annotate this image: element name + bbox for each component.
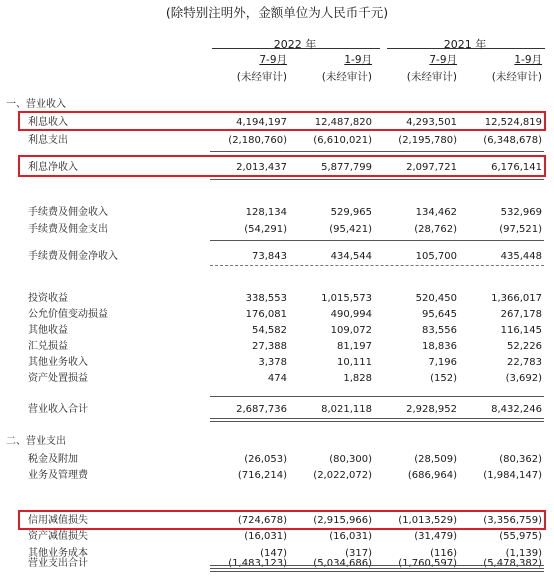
row-value: (28,509) (414, 454, 457, 465)
row-label: 信用减值损失 (28, 515, 88, 526)
row-value: (6,348,678) (483, 135, 542, 146)
period-header: 1-9月 (344, 54, 372, 66)
row-value: (1,139) (505, 548, 542, 559)
statement-subtitle: (除特别注明外，金额单位为人民币千元) (165, 5, 389, 20)
row-label: 手续费及佣金净收入 (28, 251, 118, 262)
table-row (0, 97, 554, 112)
highlight-interest-income (18, 111, 546, 131)
row-value: 18,836 (422, 341, 457, 352)
row-value: 116,145 (500, 325, 542, 336)
row-value: (97,521) (499, 224, 542, 235)
table-row (0, 291, 554, 306)
row-value: (2,022,072) (313, 470, 372, 481)
row-value: 6,176,141 (491, 162, 542, 173)
subtotal-rule (210, 151, 544, 152)
row-value: 529,965 (330, 207, 372, 218)
row-value: (28,762) (414, 224, 457, 235)
total-double-rule (210, 418, 544, 422)
row-value: 8,432,246 (491, 404, 542, 415)
row-value: (16,031) (244, 531, 287, 542)
table-row (0, 222, 554, 237)
row-value: 176,081 (245, 309, 287, 320)
row-value: (80,300) (329, 454, 372, 465)
row-value: (3,356,759) (483, 515, 542, 526)
table-row (0, 452, 554, 467)
year-2021-rule (387, 48, 545, 49)
row-label: 资产减值损失 (28, 531, 88, 542)
row-value: (686,964) (407, 470, 457, 481)
row-value: (317) (345, 548, 372, 559)
row-value: 474 (267, 373, 287, 384)
highlight-net-interest-income (18, 155, 546, 177)
row-value: 8,021,118 (321, 404, 372, 415)
row-label: 二、营业支出 (6, 436, 66, 447)
table-row (0, 434, 554, 449)
row-value: (3,692) (505, 373, 542, 384)
row-value: (5,478,382) (483, 558, 542, 569)
period-header: 7-9月 (259, 54, 287, 66)
row-value: (31,479) (414, 531, 457, 542)
row-label: 利息收入 (28, 117, 68, 128)
unaudited-note: (未经审计) (321, 71, 372, 83)
row-value: (5,034,686) (313, 558, 372, 569)
highlight-credit-impairment (18, 510, 546, 530)
row-value: 73,843 (252, 251, 287, 262)
row-label: 利息净收入 (28, 162, 78, 173)
table-row (0, 205, 554, 220)
row-label: 业务及管理费 (28, 470, 88, 481)
row-label: 营业支出合计 (28, 558, 88, 569)
subtotal-rule (210, 396, 544, 397)
unaudited-note: (未经审计) (406, 71, 457, 83)
row-value: (55,975) (499, 531, 542, 542)
row-value: 1,828 (343, 373, 372, 384)
period-header: 7-9月 (429, 54, 457, 66)
row-value: 5,877,799 (321, 162, 372, 173)
subtotal-rule (210, 565, 544, 566)
row-value: (6,610,021) (313, 135, 372, 146)
row-value: 27,388 (252, 341, 287, 352)
row-value: (1,984,147) (483, 470, 542, 481)
row-value: 4,293,501 (406, 117, 457, 128)
row-label: 投资收益 (28, 293, 68, 304)
row-label: 利息支出 (28, 135, 68, 146)
table-row (0, 355, 554, 370)
row-label: 营业收入合计 (28, 404, 88, 415)
subtotal-rule (210, 240, 544, 241)
row-value: (26,053) (244, 454, 287, 465)
total-dashed-rule (210, 265, 544, 266)
row-label: 公允价值变动损益 (28, 309, 108, 320)
row-value: (724,678) (237, 515, 287, 526)
table-row (0, 339, 554, 354)
row-value: 1,015,573 (321, 293, 372, 304)
row-value: (2,195,780) (398, 135, 457, 146)
row-value: 22,783 (507, 357, 542, 368)
row-value: (95,421) (329, 224, 372, 235)
row-value: (1,013,529) (398, 515, 457, 526)
table-row (0, 323, 554, 338)
table-row (0, 133, 554, 148)
row-value: 4,194,197 (236, 117, 287, 128)
row-value: 434,544 (330, 251, 372, 262)
period-header: 1-9月 (514, 54, 542, 66)
row-value: 2,687,736 (236, 404, 287, 415)
unaudited-note: (未经审计) (491, 71, 542, 83)
row-value: 10,111 (337, 357, 372, 368)
row-value: 1,366,017 (491, 293, 542, 304)
row-value: 2,928,952 (406, 404, 457, 415)
row-value: 338,553 (245, 293, 287, 304)
table-row (0, 249, 554, 264)
row-label: 一、营业收入 (6, 99, 66, 110)
row-value: 2,097,721 (406, 162, 457, 173)
row-value: 12,524,819 (484, 117, 542, 128)
row-value: (716,214) (237, 470, 287, 481)
row-label: 其他业务成本 (28, 548, 88, 559)
row-label: 汇兑损益 (28, 341, 68, 352)
table-row (0, 468, 554, 483)
table-row (0, 371, 554, 386)
row-value: (1,483,123) (228, 558, 287, 569)
row-value: 532,969 (500, 207, 542, 218)
row-value: (2,180,760) (228, 135, 287, 146)
row-value: (147) (260, 548, 287, 559)
row-value: (80,362) (499, 454, 542, 465)
row-value: 81,197 (337, 341, 372, 352)
row-value: 490,994 (330, 309, 372, 320)
total-double-rule (210, 568, 544, 572)
row-label: 税金及附加 (28, 454, 78, 465)
year-2022-rule (212, 48, 380, 49)
unaudited-note: (未经审计) (236, 71, 287, 83)
row-label: 资产处置损益 (28, 373, 88, 384)
row-value: 435,448 (500, 251, 542, 262)
year-2022-header: 2022 年 (273, 38, 317, 51)
row-value: 520,450 (415, 293, 457, 304)
year-2021-header: 2021 年 (443, 38, 487, 51)
row-label: 手续费及佣金支出 (28, 224, 108, 235)
row-value: 83,556 (422, 325, 457, 336)
table-row (0, 529, 554, 544)
row-value: (2,915,966) (313, 515, 372, 526)
row-value: 128,134 (245, 207, 287, 218)
row-value: 52,226 (507, 341, 542, 352)
row-value: (54,291) (244, 224, 287, 235)
row-value: (1,760,597) (398, 558, 457, 569)
row-label: 手续费及佣金收入 (28, 207, 108, 218)
row-value: 267,178 (500, 309, 542, 320)
row-value: 12,487,820 (314, 117, 372, 128)
row-value: 134,462 (415, 207, 457, 218)
row-value: (16,031) (329, 531, 372, 542)
row-label: 其他业务收入 (28, 357, 88, 368)
row-label: 其他收益 (28, 325, 68, 336)
row-value: 109,072 (330, 325, 372, 336)
row-value: 3,378 (258, 357, 287, 368)
row-value: 95,645 (422, 309, 457, 320)
table-row (0, 307, 554, 322)
table-row (0, 402, 554, 417)
row-value: 54,582 (252, 325, 287, 336)
row-value: 7,196 (428, 357, 457, 368)
row-value: 105,700 (415, 251, 457, 262)
row-value: (116) (430, 548, 457, 559)
row-value: 2,013,437 (236, 162, 287, 173)
row-value: (152) (430, 373, 457, 384)
